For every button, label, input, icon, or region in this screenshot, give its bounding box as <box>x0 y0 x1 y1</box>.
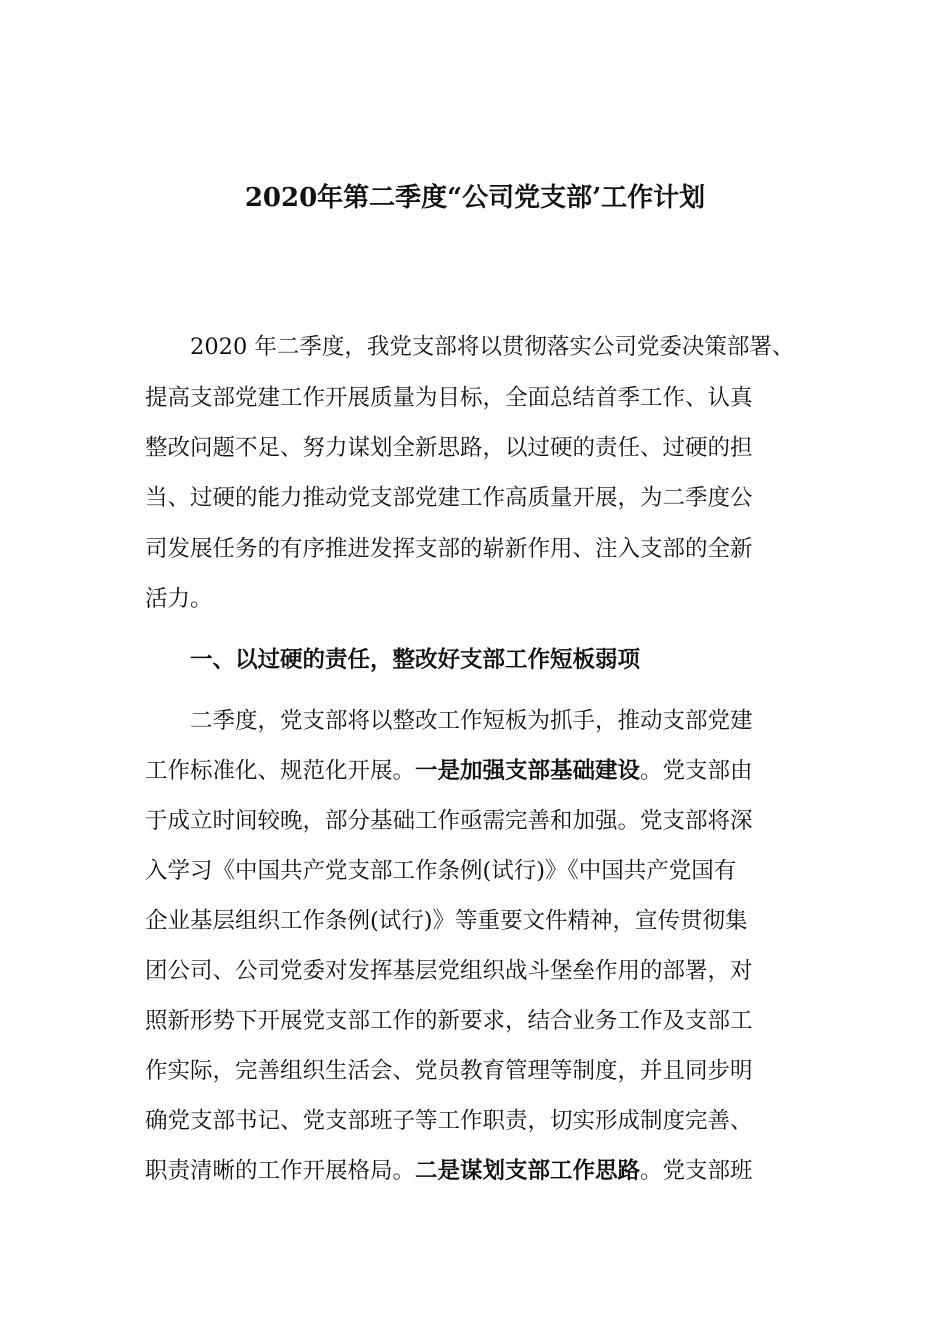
section-1-line-5: 企业基层组织工作条例(试行)》等重要文件精神，宣传贯彻集 <box>145 908 748 934</box>
intro-line-2: 提高支部党建工作开展质量为目标，全面总结首季工作、认真 <box>145 385 753 411</box>
section-1-line-3: 于成立时间较晚，部分基础工作亟需完善和加强。党支部将深 <box>145 808 753 834</box>
section-1-line-8: 作实际，完善组织生活会、党员教育管理等制度，并且同步明 <box>145 1058 753 1084</box>
section-1-line-4: 入学习《中国共产党支部工作条例(试行)》《中国共产党国有 <box>145 858 737 884</box>
section-1-line-10 <box>145 1156 753 1186</box>
intro-line-6: 活力。 <box>145 586 213 612</box>
section-1-heading: 一、以过硬的责任，整改好支部工作短板弱项 <box>190 647 641 673</box>
section-1-line-10-tail: 。党支部班 <box>640 1158 753 1184</box>
section-1-line-9: 确党支部书记、党支部班子等工作职责，切实形成制度完善、 <box>145 1108 753 1134</box>
section-1-line-2 <box>145 756 753 786</box>
section-1-line-2-tail: 。党支部由 <box>640 758 753 784</box>
section-1-line-1: 二季度，党支部将以整改工作短板为抓手，推动支部党建 <box>190 708 753 734</box>
section-1-line-2-text: 工作标准化、规范化开展。 <box>145 758 416 784</box>
section-1-line-6: 团公司、公司党委对发挥基层党组织战斗堡垒作用的部署，对 <box>145 958 753 984</box>
intro-line-4: 当、过硬的能力推动党支部党建工作高质量开展，为二季度公 <box>145 485 753 511</box>
document-title: 2020年第二季度“公司党支部’工作计划 <box>244 183 706 213</box>
emphasis-strengthen-foundation: 一是加强支部基础建设 <box>415 758 641 784</box>
intro-line-5: 司发展任务的有序推进发挥支部的崭新作用、注入支部的全新 <box>145 536 753 562</box>
emphasis-plan-work-ideas: 二是谋划支部工作思路 <box>415 1158 641 1184</box>
intro-line-1: 2020 年二季度，我党支部将以贯彻落实公司党委决策部署、 <box>190 334 795 360</box>
section-1-line-10-text: 职责清晰的工作开展格局。 <box>145 1158 416 1184</box>
section-1-line-7: 照新形势下开展党支部工作的新要求，结合业务工作及支部工 <box>145 1008 753 1034</box>
intro-line-3: 整改问题不足、努力谋划全新思路，以过硬的责任、过硬的担 <box>145 435 753 461</box>
